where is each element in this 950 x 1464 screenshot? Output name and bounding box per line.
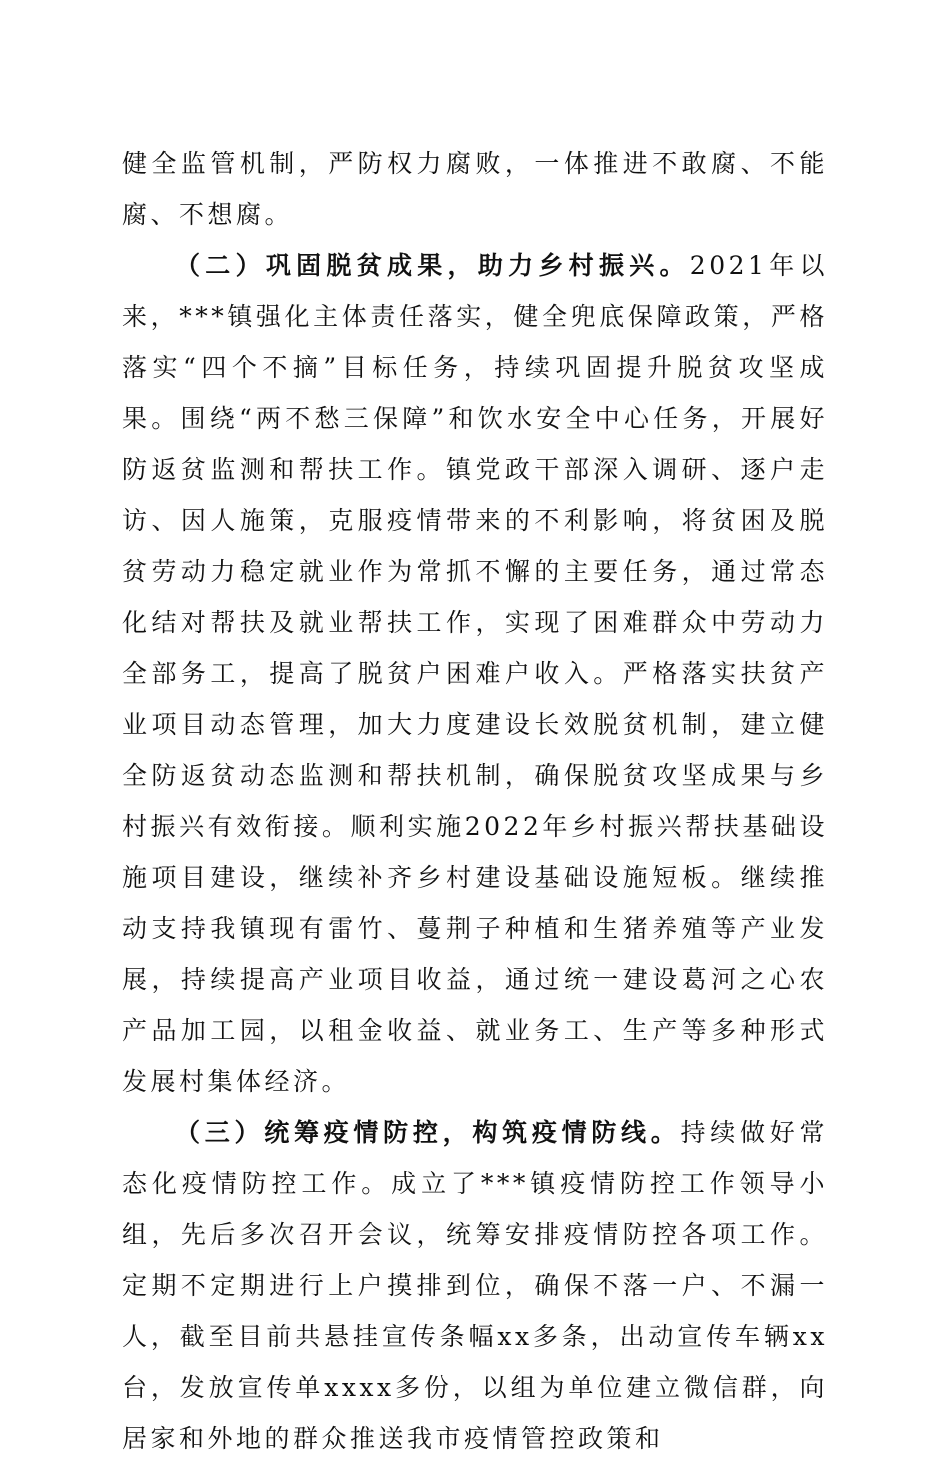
paragraph-text: 2021年以来，***镇强化主体责任落实，健全兜底保障政策，严格落实“四个不摘”目标任务，持续巩固提升脱贫攻坚成果。围绕“两不愁三保障”和饮水安全中心任务，开展好防返贫监测和帮扶工作。镇党政干部深入调研、逐户走访、因人施策，克服疫情带来的不利影响，将贫困及脱贫劳动力稳定就业作为常抓不懈的主要任务，通过常态化结对帮扶及就业帮扶工作，实现了困难群众中劳动力全部务工，提高了脱贫户困难户收入。严格落实扶贫产业项目动态管理，加大力度建设长效脱贫机制，建立健全防返贫动态监测和帮扶机制，确保脱贫攻坚成果与乡村振兴有效衔接。顺利实施2022年乡村振兴帮扶基础设施项目建设，继续补齐乡村建设基础设施短板。继续推动支持我镇现有雷竹、蔓荆子种植和生猪养殖等产业发展，持续提高产业项目收益，通过统一建设葛河之心农产品加工园，以租金收益、就业务工、生产等多种形式发展村集体经济。 [122,251,828,1096]
paragraph-text: 持续做好常态化疫情防控工作。成立了***镇疫情防控工作领导小组，先后多次召开会议，统筹安排疫情防控各项工作。定期不定期进行上户摸排到位，确保不落一户、不漏一人，截至目前共悬挂宣传条幅xx多条，出动宣传车辆xx台，发放宣传单xxxx多份，以组为单位建立微信群，向居家和外地的群众推送我市疫情管控政策和 [122,1118,828,1453]
section-heading: （二）巩固脱贫成果，助力乡村振兴。 [175,251,690,280]
paragraph-text: 健全监管机制，严防权力腐败，一体推进不敢腐、不能腐、不想腐。 [122,149,828,229]
paragraph-continuation [122,138,828,240]
section-heading: （三）统筹疫情防控，构筑疫情防线。 [175,1118,681,1147]
document-body [122,138,828,1464]
paragraph-epidemic-control [122,1107,828,1464]
paragraph-poverty-alleviation [122,240,828,1107]
